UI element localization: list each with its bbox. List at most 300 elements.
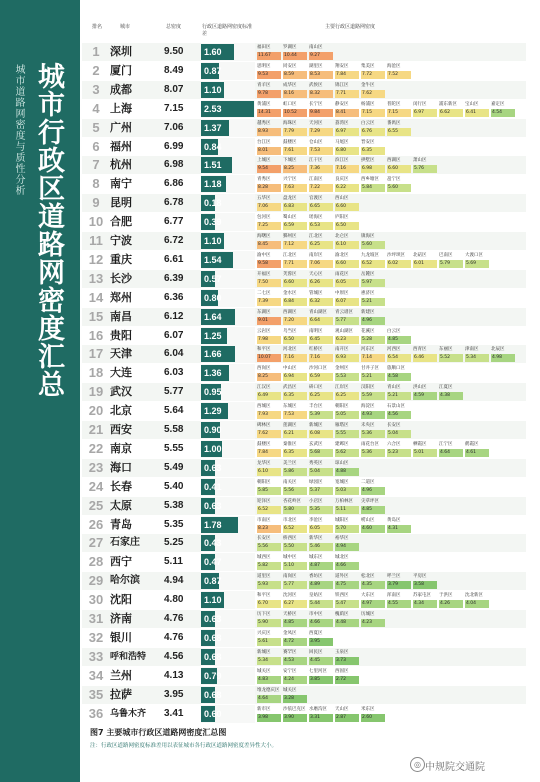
district-cell	[257, 346, 281, 362]
district-density: 6.83	[283, 203, 307, 211]
district-cell	[283, 309, 307, 325]
district-density: 6.62	[439, 109, 463, 117]
city-cell: 贵阳	[110, 328, 132, 342]
district-cell	[335, 101, 359, 117]
district-density: 7.79	[283, 128, 307, 136]
rank-cell: 10	[88, 214, 104, 230]
district-density: 7.06	[309, 260, 333, 268]
district-cell	[335, 649, 359, 665]
sd-value: 1.25	[204, 330, 222, 341]
district-name: 南关区	[283, 479, 297, 485]
district-cell	[257, 554, 281, 570]
district-density: 14.31	[257, 109, 281, 117]
city-cell: 郑州	[110, 290, 132, 304]
district-cell	[361, 611, 385, 627]
district-cell	[257, 139, 281, 155]
district-name: 锦江区	[335, 82, 349, 88]
district-name: 南岸区	[309, 252, 323, 258]
rank-cell: 1	[92, 44, 100, 59]
district-cell	[257, 630, 281, 646]
sd-bar	[201, 43, 255, 61]
sd-value: 1.54	[204, 254, 222, 265]
district-density: 4.85	[283, 619, 307, 627]
district-density: 6.10	[335, 241, 359, 249]
rank-cell: 27	[88, 535, 104, 551]
district-density: 5.56	[257, 543, 281, 551]
district-name: 新城区	[257, 649, 271, 655]
header-sd: 行政区道路网密度标准差	[202, 24, 253, 37]
table-row	[82, 308, 526, 326]
density-cell: 7.15	[164, 102, 184, 114]
district-density: 4.96	[361, 487, 385, 495]
district-cell	[387, 346, 411, 362]
district-density: 4.35	[361, 581, 385, 589]
district-cell	[283, 403, 307, 419]
density-cell: 9.50	[164, 46, 184, 57]
district-cell	[387, 517, 411, 533]
district-density: 5.77	[335, 317, 359, 325]
district-density: 7.39	[257, 298, 281, 306]
district-density: 6.05	[335, 279, 359, 287]
district-cell	[283, 157, 307, 173]
table-row	[82, 497, 526, 515]
district-cell	[335, 120, 359, 136]
rank-cell: 21	[88, 422, 104, 437]
sd-value: 1.29	[204, 406, 222, 417]
district-density: 5.04	[309, 468, 333, 476]
district-density: 6.35	[361, 147, 385, 155]
district-name: 堆龙德庆区	[257, 687, 280, 693]
district-name: 岳麓区	[361, 271, 375, 277]
sd-value: 0.95	[204, 387, 222, 398]
district-density: 4.64	[439, 449, 463, 457]
district-density: 6.70	[257, 600, 281, 608]
district-cell	[309, 271, 333, 287]
district-cell	[439, 101, 463, 117]
district-cell	[309, 157, 333, 173]
district-cell	[335, 290, 359, 306]
district-density: 5.60	[387, 184, 411, 192]
district-density: 6.65	[309, 203, 333, 211]
city-cell: 南昌	[110, 309, 132, 323]
district-name: 鼓楼区	[257, 441, 271, 447]
district-name: 惠济区	[361, 290, 375, 296]
district-density: 4.93	[361, 411, 385, 419]
district-cell	[283, 82, 307, 98]
district-name: 青云谱区	[335, 309, 353, 315]
district-cell	[283, 573, 307, 589]
district-density: 6.60	[335, 260, 359, 268]
district-cell	[361, 309, 385, 325]
district-cell	[413, 441, 437, 457]
rank-cell: 12	[88, 251, 104, 267]
district-name: 米东区	[361, 706, 375, 712]
district-name: 长安区	[257, 536, 271, 542]
sd-bar	[201, 213, 255, 231]
district-density: 6.41	[465, 109, 489, 117]
density-cell: 6.36	[164, 291, 184, 303]
district-density: 5.55	[335, 430, 359, 438]
district-cell	[361, 441, 385, 457]
sd-value: 0.68	[204, 632, 222, 643]
district-name: 崂山区	[361, 517, 375, 523]
district-cell	[387, 252, 411, 268]
district-density: 6.25	[335, 392, 359, 400]
district-cell	[257, 365, 281, 381]
district-cell	[309, 517, 333, 533]
district-density: 9.54	[257, 165, 281, 173]
rank-cell: 33	[88, 648, 104, 664]
district-name: 西岗区	[257, 366, 271, 372]
district-density: 9.84	[309, 109, 333, 117]
district-name: 芙蓉区	[283, 271, 297, 277]
district-cell	[257, 195, 281, 211]
table-row	[82, 629, 526, 647]
page-subtitle: 城市道路网密度与质性分析	[13, 64, 24, 196]
district-name: 瑶海区	[309, 215, 323, 221]
district-cell	[283, 44, 307, 60]
sd-value: 0.84	[204, 141, 222, 152]
district-density: 6.21	[283, 430, 307, 438]
district-name: 思明区	[257, 63, 271, 69]
sd-bar	[201, 383, 255, 401]
district-cell	[439, 346, 463, 362]
district-cell	[283, 687, 307, 703]
district-density: 5.61	[257, 638, 281, 646]
district-density: 8.45	[257, 241, 281, 249]
district-name: 长安区	[387, 423, 401, 428]
district-name: 江干区	[309, 158, 323, 164]
sd-bar	[201, 667, 255, 685]
district-density: 6.08	[309, 430, 333, 438]
district-density: 7.72	[361, 71, 385, 79]
district-density: 5.28	[361, 336, 385, 344]
district-density: 5.84	[361, 184, 385, 192]
district-name: 五华区	[257, 196, 271, 202]
district-cell	[257, 63, 281, 79]
table-row	[82, 270, 526, 288]
district-cell	[491, 101, 515, 117]
district-cell	[257, 233, 281, 249]
district-cell	[257, 403, 281, 419]
district-name: 沙河口区	[309, 366, 327, 372]
district-density: 4.87	[309, 562, 333, 570]
density-cell: 4.56	[164, 650, 184, 662]
district-density: 8.93	[257, 128, 281, 136]
district-density: 5.59	[361, 392, 385, 400]
district-name: 铁西区	[335, 593, 349, 599]
district-cell	[283, 328, 307, 344]
district-cell	[335, 233, 359, 249]
sd-value: 1.37	[204, 122, 222, 133]
district-name: 庐阳区	[335, 215, 349, 221]
district-name: 观山湖区	[335, 328, 353, 334]
district-density: 8.23	[257, 525, 281, 533]
district-cell	[309, 214, 333, 230]
sd-bar	[201, 440, 255, 458]
district-density: 5.10	[283, 562, 307, 570]
district-name: 呼兰区	[387, 574, 401, 580]
district-name: 静安区	[335, 101, 349, 107]
district-name: 秦淮区	[283, 441, 297, 447]
sd-bar	[201, 459, 255, 477]
district-density: 6.26	[309, 279, 333, 287]
district-name: 白云区	[387, 328, 401, 334]
density-cell: 6.86	[164, 178, 184, 190]
sd-value: 0.68	[204, 651, 222, 662]
district-density: 6.05	[309, 525, 333, 533]
district-density: 5.05	[335, 411, 359, 419]
city-cell: 成都	[110, 82, 132, 96]
district-cell	[465, 441, 489, 457]
city-cell: 南京	[110, 441, 132, 455]
district-name: 市中区	[309, 612, 323, 617]
district-cell	[387, 573, 411, 589]
district-cell	[309, 44, 333, 60]
district-name: 虹口区	[283, 101, 297, 107]
district-cell	[283, 214, 307, 230]
district-density: 9.01	[257, 317, 281, 325]
district-density: 4.61	[465, 449, 489, 457]
figure-caption: 图7 主要城市行政区道路网密度汇总图	[90, 728, 227, 737]
district-density: 8.59	[283, 71, 307, 79]
district-cell	[309, 63, 333, 79]
district-cell	[283, 611, 307, 627]
district-cell	[257, 611, 281, 627]
district-density: 4.59	[413, 392, 437, 400]
figure-note: 注：行政区道路网密度标准差用以表征城市各行政区道路网密度差异性大小。	[90, 743, 278, 749]
table-row	[82, 251, 526, 269]
city-cell: 南宁	[110, 177, 132, 191]
district-cell	[361, 271, 385, 287]
table-row	[82, 553, 526, 571]
sd-bar	[201, 534, 255, 552]
district-name: 海沧区	[387, 63, 401, 69]
district-density: 6.35	[283, 392, 307, 400]
district-name: 建邺区	[335, 441, 349, 447]
district-name: 七里河区	[309, 668, 327, 674]
district-cell	[283, 233, 307, 249]
district-cell	[309, 309, 333, 325]
district-density: 10.07	[257, 354, 281, 362]
sd-value: 0.41	[204, 481, 222, 492]
table-row	[82, 43, 526, 61]
district-name: 新城区	[309, 423, 323, 428]
district-cell	[387, 441, 411, 457]
district-name: 津南区	[465, 347, 479, 353]
district-density: 5.50	[283, 543, 307, 551]
district-density: 6.25	[309, 241, 333, 249]
district-name: 兴宁区	[283, 177, 297, 183]
density-cell: 6.03	[164, 367, 184, 379]
district-name: 栖霞区	[413, 441, 427, 447]
district-cell	[335, 346, 359, 362]
sd-value: 1.64	[204, 311, 222, 322]
sd-value: 1.00	[204, 443, 222, 454]
district-cell	[309, 233, 333, 249]
district-density: 7.63	[283, 184, 307, 192]
rank-cell: 9	[92, 195, 100, 211]
district-density: 4.60	[361, 525, 385, 533]
district-density: 4.94	[335, 543, 359, 551]
district-density: 6.35	[283, 449, 307, 457]
rank-cell: 5	[92, 119, 100, 135]
density-cell: 5.64	[164, 405, 184, 417]
district-name: 河北区	[283, 347, 297, 353]
district-cell	[387, 63, 411, 79]
sd-bar	[201, 402, 255, 420]
sd-value: 0.18	[204, 198, 222, 209]
sd-value: 1.78	[204, 519, 222, 530]
district-cell	[361, 82, 385, 98]
district-density: 6.50	[283, 336, 307, 344]
table-row	[82, 610, 526, 628]
district-density: 6.46	[413, 354, 437, 362]
density-cell: 3.41	[164, 707, 184, 719]
city-cell: 长沙	[110, 271, 132, 285]
table-row	[82, 345, 526, 363]
sd-bar	[201, 478, 255, 496]
district-cell	[335, 252, 359, 268]
district-cell	[309, 422, 333, 438]
district-cell	[309, 252, 333, 268]
density-cell: 4.13	[164, 669, 184, 681]
district-name: 美兰区	[283, 460, 297, 466]
district-name: 六合区	[387, 441, 401, 447]
district-density: 5.34	[465, 354, 489, 362]
district-cell	[283, 120, 307, 136]
district-name: 南明区	[309, 328, 323, 334]
district-cell	[361, 592, 385, 608]
district-cell	[361, 63, 385, 79]
district-name: 西湖区	[283, 309, 297, 315]
district-density: 6.60	[335, 203, 359, 211]
table-row	[82, 516, 526, 534]
district-cell	[283, 252, 307, 268]
district-density: 4.66	[309, 619, 333, 627]
sd-value: 2.53	[204, 103, 222, 114]
sd-bar	[201, 516, 255, 534]
table-row	[82, 119, 526, 137]
district-cell	[309, 384, 333, 400]
district-density: 4.34	[413, 600, 437, 608]
district-density: 5.62	[335, 449, 359, 457]
watermark: 中规院交通院	[425, 762, 485, 773]
district-density: 5.37	[309, 487, 333, 495]
table-row	[82, 62, 526, 80]
district-density: 5.70	[335, 525, 359, 533]
district-cell	[283, 101, 307, 117]
district-name: 湖里区	[309, 63, 323, 69]
district-name: 开福区	[257, 271, 271, 277]
district-cell	[465, 592, 489, 608]
district-density: 5.01	[413, 449, 437, 457]
district-cell	[283, 176, 307, 192]
sd-bar	[201, 497, 255, 515]
district-name: 石景山区	[387, 404, 405, 410]
district-cell	[335, 706, 359, 722]
district-name: 绿园区	[309, 479, 323, 485]
district-name: 浑南区	[387, 593, 401, 599]
district-name: 官渡区	[309, 196, 323, 202]
district-name: 翔安区	[335, 63, 349, 69]
district-cell	[257, 82, 281, 98]
district-cell	[387, 157, 411, 173]
district-name: 沙坪坝区	[387, 252, 405, 258]
table-row	[82, 440, 526, 458]
district-cell	[283, 365, 307, 381]
district-density: 7.15	[387, 109, 411, 117]
city-cell: 大连	[110, 366, 132, 380]
district-name: 汉阳区	[361, 385, 375, 391]
district-density: 4.45	[309, 657, 333, 665]
sd-bar	[201, 251, 255, 269]
rank-cell: 18	[88, 365, 104, 381]
table-row	[82, 100, 526, 118]
district-density: 2.60	[361, 714, 385, 722]
district-density: 3.85	[309, 676, 333, 684]
city-cell: 西宁	[110, 555, 132, 569]
district-density: 7.71	[335, 90, 359, 98]
district-density: 5.53	[335, 373, 359, 381]
district-cell	[283, 441, 307, 457]
district-density: 4.55	[387, 600, 411, 608]
district-density: 8.53	[309, 71, 333, 79]
header-city: 城市	[120, 24, 131, 30]
density-cell: 7.06	[164, 121, 184, 133]
density-cell: 6.72	[164, 235, 184, 246]
district-cell	[439, 252, 463, 268]
district-cell	[309, 441, 333, 457]
district-name: 北辰区	[491, 347, 505, 353]
district-name: 南开区	[335, 347, 349, 353]
density-cell: 4.76	[164, 631, 184, 643]
district-density: 6.02	[387, 260, 411, 268]
district-density: 7.84	[257, 449, 281, 457]
district-density: 4.72	[283, 638, 307, 646]
density-cell: 4.80	[164, 594, 184, 606]
district-name: 历城区	[361, 612, 375, 617]
density-cell: 3.95	[164, 688, 184, 700]
rank-cell: 6	[92, 138, 100, 154]
district-density: 7.98	[257, 336, 281, 344]
density-cell: 5.40	[164, 480, 184, 492]
sd-value: 0.43	[204, 538, 222, 549]
district-cell	[361, 176, 385, 192]
district-density: 4.97	[361, 600, 385, 608]
sd-value: 1.10	[204, 595, 222, 606]
district-density: 5.03	[335, 487, 359, 495]
district-density: 4.88	[335, 468, 359, 476]
sd-value: 0.63	[204, 500, 222, 511]
density-cell: 6.04	[164, 348, 184, 360]
district-name: 城东区	[309, 555, 323, 561]
district-cell	[257, 441, 281, 457]
district-density: 6.59	[283, 222, 307, 230]
sd-value: 1.60	[204, 47, 222, 57]
district-density: 4.85	[361, 506, 385, 514]
district-name: 荔湾区	[335, 120, 349, 126]
district-density: 7.53	[309, 147, 333, 155]
district-name: 新市区	[257, 706, 271, 712]
district-cell	[361, 328, 385, 344]
district-density: 6.60	[387, 165, 411, 173]
district-cell	[335, 403, 359, 419]
rank-cell: 15	[88, 308, 104, 324]
district-cell	[361, 120, 385, 136]
district-name: 宽城区	[335, 479, 349, 485]
density-cell: 6.77	[164, 216, 184, 228]
